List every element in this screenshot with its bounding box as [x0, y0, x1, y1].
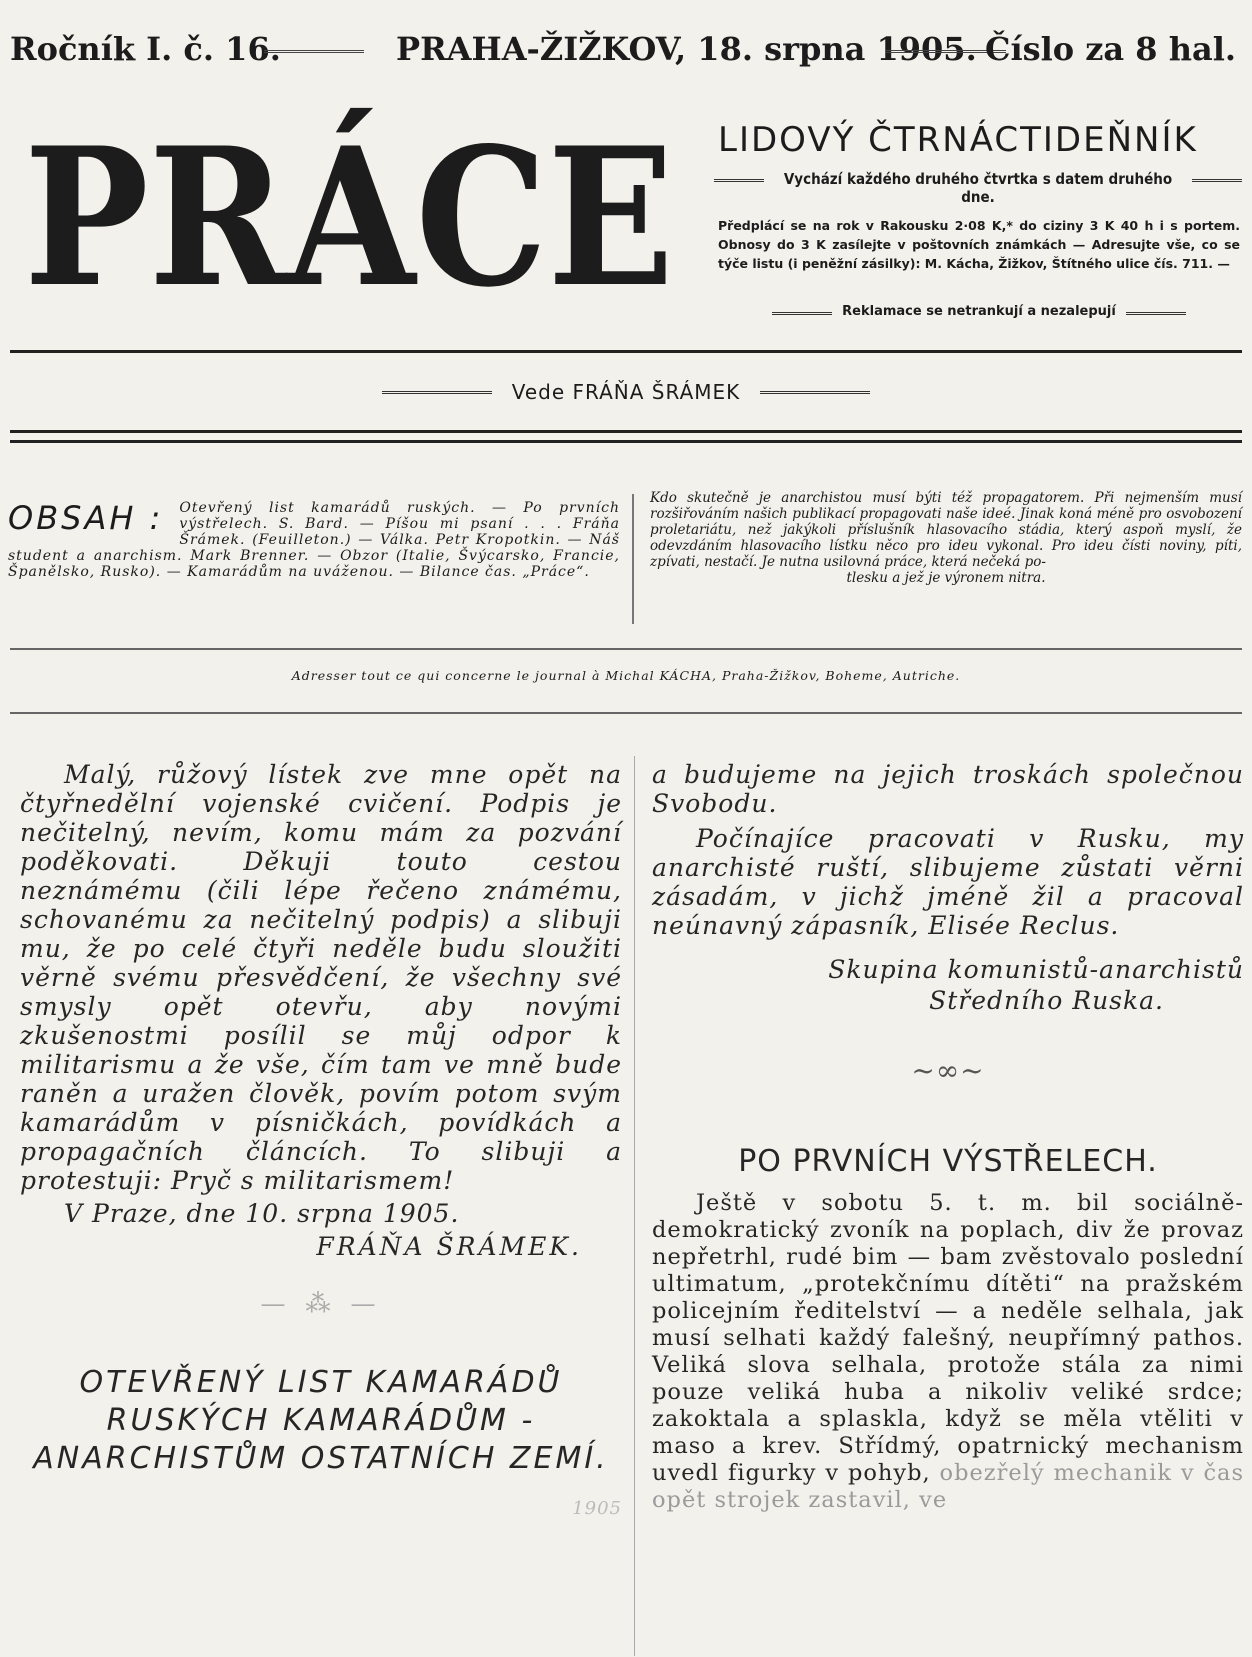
ornament-divider: — ⁂ — — [260, 1289, 382, 1318]
dateline: V Praze, dne 10. srpna 1905. — [64, 1199, 460, 1228]
motto-end: tlesku a jež je výronem nitra. — [846, 570, 1046, 586]
tagline: LIDOVÝ ČTRNÁCTIDEŇNÍK — [718, 120, 1198, 160]
subscription-terms: Předplácí se na rok v Rakousku 2·08 K,* do ciziny 3 K 40 h i s portem. Obnosy do 3 K zasílejte v poštovních známkách — Adresujte vše, co se týče listu (i peněžní zásilky): M. Kácha, Žižkov, Štítného ulice čís. 711. — — [718, 218, 1240, 271]
contents-heading: OBSAH : — [8, 499, 164, 537]
column-divider — [632, 494, 634, 624]
masthead-title: PRÁCE — [24, 106, 674, 329]
ornament-divider: ~∞~ — [911, 1054, 985, 1087]
group-signature: Skupina komunistů-anarchistů Středního Ruska. — [828, 955, 1244, 1015]
article-heading: PO PRVNÍCH VÝSTŘELECH. — [738, 1144, 1158, 1179]
right-column — [652, 760, 1244, 1514]
faded-text: obezřelý mechanik v čas opět strojek zastavil, ve — [652, 1460, 1245, 1513]
table-of-contents — [8, 500, 620, 580]
issue-price: Číslo za 8 hal. — [984, 30, 1236, 68]
article-title: OTEVŘENÝ LIST KAMARÁDŮ RUSKÝCH KAMARÁDŮM - ANARCHISTŮM OSTATNÍCH ZEMÍ. — [33, 1365, 609, 1476]
postal-address: Adresser tout ce qui concerne le journal à Michal KÁCHA, Praha-Žižkov, Boheme, Autriche. — [291, 668, 961, 683]
volume-number: Ročník I. č. 16. — [10, 30, 281, 68]
column-divider — [634, 756, 635, 1656]
divider — [10, 350, 1242, 353]
editor-line: Vede FRÁŇA ŠRÁMEK — [0, 380, 1252, 404]
article-body: Ještě v sobotu 5. t. m. bil sociálně-demokratický zvoník na poplach, div že provaz nepřetrhl, rudé bim — bam zvěstovalo poslední ultimatum, „protekčnímu dítěti“ na pražském policejním ředitelství — a neděle selhala, jak musí selhati každý falešný, neupřímný pathos. Veliká slova selhala, protože stála za nimi pouze veliká huba a nikoliv veliké srdce; zakoktala a splaskla, když se měla vtěliti v maso a krev. Střídmý, opatrnický mechanism uvedl figurky v pohyb, obezřelý mechanik v čas opět strojek zastavil, ve — [652, 1190, 1245, 1513]
divider — [10, 648, 1242, 650]
header-divider — [264, 50, 364, 53]
faint-text: 1905 — [572, 1498, 622, 1519]
feuilleton-paragraph: Malý, růžový lístek zve mne opět na čtyřnedělní vojenské cvičení. Podpis je nečitelný, nevím, komu mám za pozvání poděkovati. Děkuji touto cestou neznámému (čili lépe řečeno známému, schovanému za nečitelný podpis) a slibuji mu, že po celé čtyři neděle budu sloužiti věrně svému přesvědčení, že všechny své smysly opět otevřu, aby novými zkušenostmi posílil se můj odpor k militarismu a že vše, čím tam ve mně bude raněn a uražen člověk, povím potom svým kamarádům v písničkách, povídkách a propagačních článcích. To slibuji a protestuji: Pryč s militarismem! — [20, 760, 622, 1195]
publication-schedule: Vychází každého druhého čtvrtka s datem druhého dne. — [714, 170, 1242, 206]
masthead-logo — [20, 108, 680, 328]
left-column — [20, 760, 622, 1523]
motto-box — [650, 490, 1242, 586]
motto-text: Kdo skutečně je anarchistou musí býti též propagatorem. Při nejmenším musí rozšiřováním našich publikací propagovati naše ideé. Jinak koná méně pro osvobození proletariátu, než jakýkoli příslušník hlasovacího stádia, který aspoň myslí, že odevzdáním hlasovacího lístku něco pro ideu vykonal. Pro ideu čísti noviny, píti, zpívati, nestačí. Je nutna usilovná práce, která nečeká po- — [650, 490, 1242, 570]
paragraph: Počínajíce pracovati v Rusku, my anarchisté ruští, slibujeme zůstati věrni zásadám, v jichž jméně žil a pracoval neúnavný zápasník, Elisée Reclus. — [652, 824, 1244, 940]
place-and-date: PRAHA-ŽIŽKOV, 18. srpna 1905. — [396, 30, 977, 68]
complaints-note: Reklamace se netrankují a nezalepují — [718, 304, 1240, 319]
contents-text: Otevřený list kamarádů ruských. — Po prvních výstřelech. S. Bard. — Píšou mi psaní . . . Fráňa Šrámek. (Feuilleton.) — Válka. Petr Kropotkin. — Náš student a anarchism. Mark Brenner. — Obzor (Italie, Švýcarsko, Francie, Španělsko, Rusko). — Kamarádům na uváženou. — Bilance čas. „Práce“. — [8, 500, 620, 580]
author-signature: FRÁŇA ŠRÁMEK. — [316, 1232, 582, 1261]
divider — [10, 712, 1242, 714]
header-line — [6, 26, 1242, 76]
divider — [10, 440, 1242, 443]
divider — [10, 430, 1242, 433]
paragraph: a budujeme na jejich troskách společnou Svobodu. — [652, 760, 1244, 818]
